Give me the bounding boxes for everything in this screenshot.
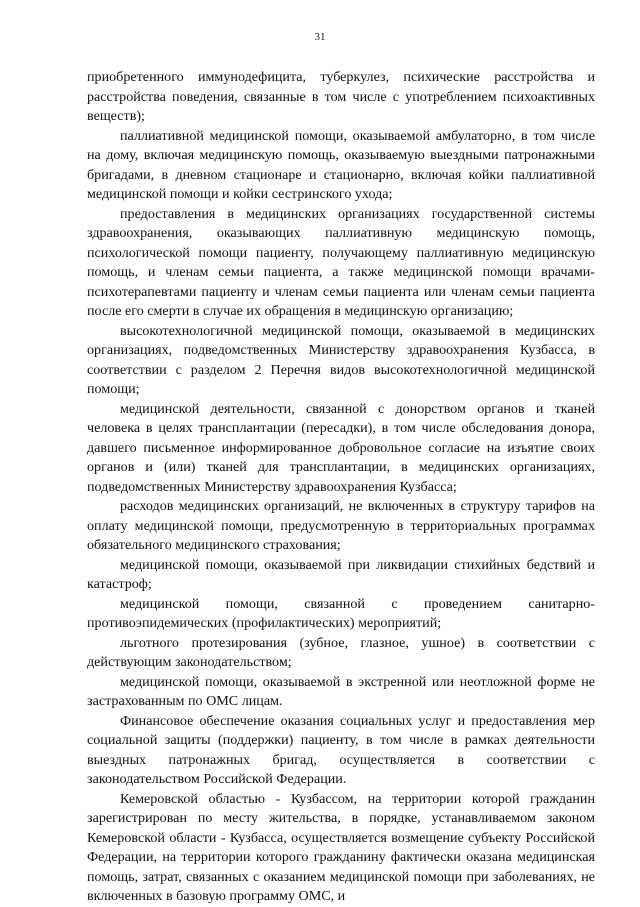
paragraph: медицинской помощи, оказываемой в экстренной или неотложной форме не застрахованным по ОМС лицам. xyxy=(87,673,595,709)
paragraph: расходов медицинских организаций, не включенных в структуру тарифов на оплату медицинской помощи, предусмотренную в территориальных программах обязательного медицинского страхования; xyxy=(87,498,595,553)
paragraph: высокотехнологичной медицинской помощи, оказываемой в медицинских организациях, подведомственных Министерству здравоохранения Кузбасса, в соответствии с разделом 2 Перечня видов высокотехнологичной медицинской помощи; xyxy=(87,322,595,397)
paragraph: приобретенного иммунодефицита, туберкулез, психические расстройства и расстройства поведения, связанные в том числе с употреблением психоактивных веществ); xyxy=(87,69,595,124)
document-body xyxy=(87,68,595,907)
paragraph: медицинской помощи, оказываемой при ликвидации стихийных бедствий и катастроф; xyxy=(87,556,595,592)
paragraph: медицинской деятельности, связанной с донорством органов и тканей человека в целях трансплантации (пересадки), в том числе обследования донора, давшего письменное информированное добровольное согласие на изъятие своих органов и (или) тканей для трансплантации, в медицинских организациях, подведомственных Министерству здравоохранения Кузбасса; xyxy=(87,400,595,495)
paragraph: Кемеровской областью - Кузбассом, на территории которой гражданин зарегистрирован по месту жительства, в порядке, устанавливаемом законом Кемеровской области - Кузбасса, осуществляется возмещение субъекту Российской Федерации, на территории которого гражданину фактически оказана медицинская помощь, затрат, связанных с оказанием медицинской помощи при заболеваниях, не включенных в базовую программу ОМС, и xyxy=(87,790,595,904)
page-number: 31 xyxy=(314,31,326,43)
paragraph: льготного протезирования (зубное, глазное, ушное) в соответствии с действующим законодательством; xyxy=(87,634,595,670)
paragraph: медицинской помощи, связанной с проведением санитарно-противоэпидемических (профилактических) мероприятий; xyxy=(87,595,595,631)
paragraph: предоставления в медицинских организациях государственной системы здравоохранения, оказывающих паллиативную медицинскую помощь, психологической помощи пациенту, получающему паллиативную медицинскую помощь, и членам семьи пациента, а также медицинской помощи врачами-психотерапевтами пациенту и членам семьи пациента или членам семьи пациента после его смерти в случае их обращения в медицинскую организацию; xyxy=(87,205,595,319)
paragraph: паллиативной медицинской помощи, оказываемой амбулаторно, в том числе на дому, включая медицинскую помощь, оказываемую выездными патронажными бригадами, в дневном стационаре и стационарно, включая койки паллиативной медицинской помощи и койки сестринского ухода; xyxy=(87,127,595,202)
paragraph: Финансовое обеспечение оказания социальных услуг и предоставления мер социальной защиты (поддержки) пациенту, в том числе в рамках деятельности выездных патронажных бригад, осуществляется в соответствии с законодательством Российской Федерации. xyxy=(87,712,595,787)
